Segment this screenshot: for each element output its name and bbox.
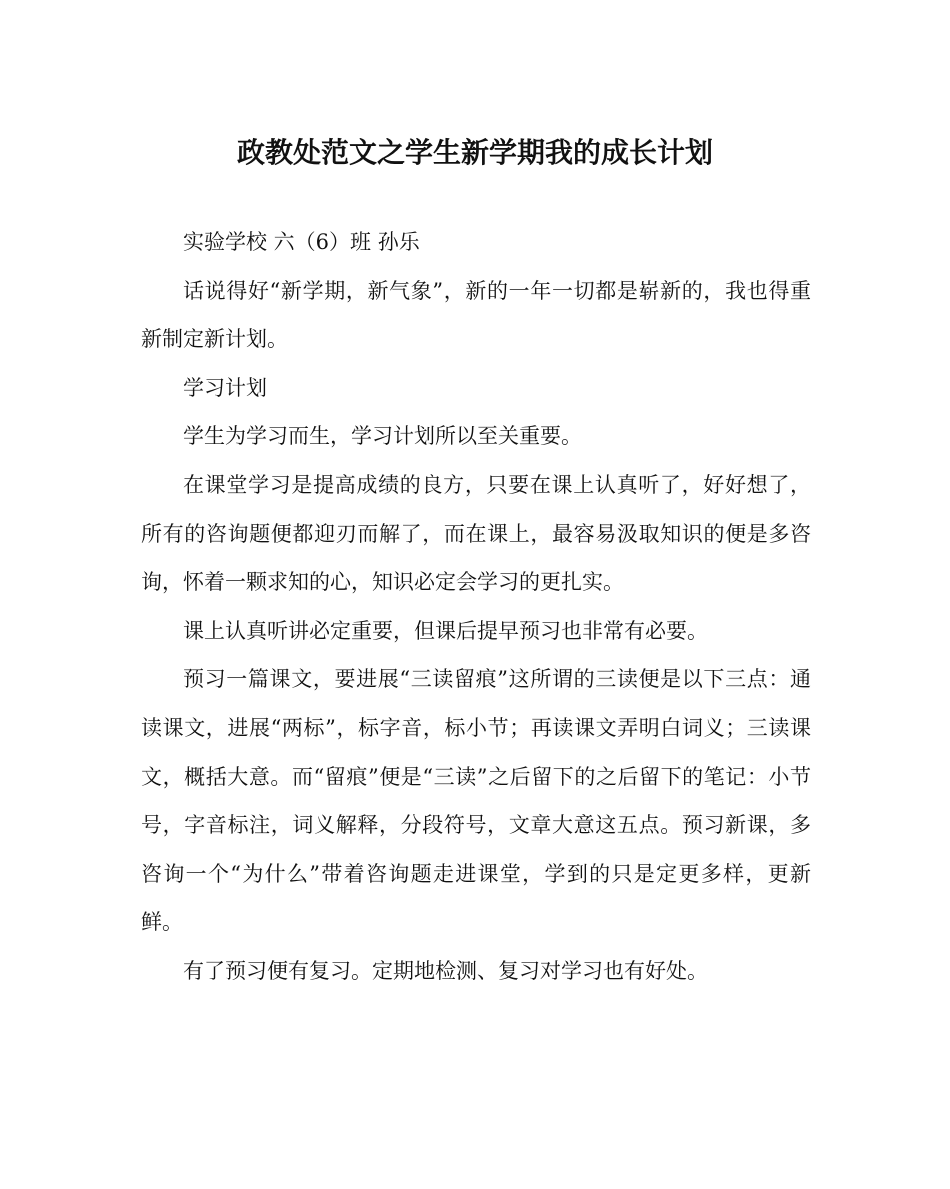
- author-line: 实验学校 六（6）班 孙乐: [183, 230, 420, 254]
- intro-paragraph: 话说得好“新学期，新气象”，新的一年一切都是崭新的，我也得重新制定新计划。: [141, 278, 811, 352]
- body-paragraph: 有了预习便有复习。定期地检测、复习对学习也有好处。: [183, 958, 708, 983]
- section-heading-study-plan: 学习计划: [183, 375, 267, 400]
- body-paragraph: 学生为学习而生，学习计划所以至关重要。: [183, 424, 582, 449]
- body-paragraph: 在课堂学习是提高成绩的良方，只要在课上认真听了，好好想了，所有的咨询题便都迎刃而解了，而在课上，最容易汲取知识的便是多咨询，怀着一颗求知的心，知识必定会学习的更扎实。: [141, 472, 811, 595]
- body-paragraph: 课上认真听讲必定重要，但课后提早预习也非常有必要。: [183, 618, 708, 643]
- body-paragraph: 预习一篇课文，要进展“三读留痕”这所谓的三读便是以下三点：通读课文，进展“两标”，标字音，标小节；再读课文弄明白词义；三读课文，概括大意。而“留痕”便是“三读”之后留下的之后留下的笔记：小节号，字音标注，词义解释，分段符号，文章大意这五点。预习新课，多咨询一个“为什么”带着咨询题走进课堂，学到的只是定更多样，更新鲜。: [141, 667, 811, 935]
- document-title: 政教处范文之学生新学期我的成长计划: [236, 136, 713, 169]
- document-body: [141, 218, 811, 996]
